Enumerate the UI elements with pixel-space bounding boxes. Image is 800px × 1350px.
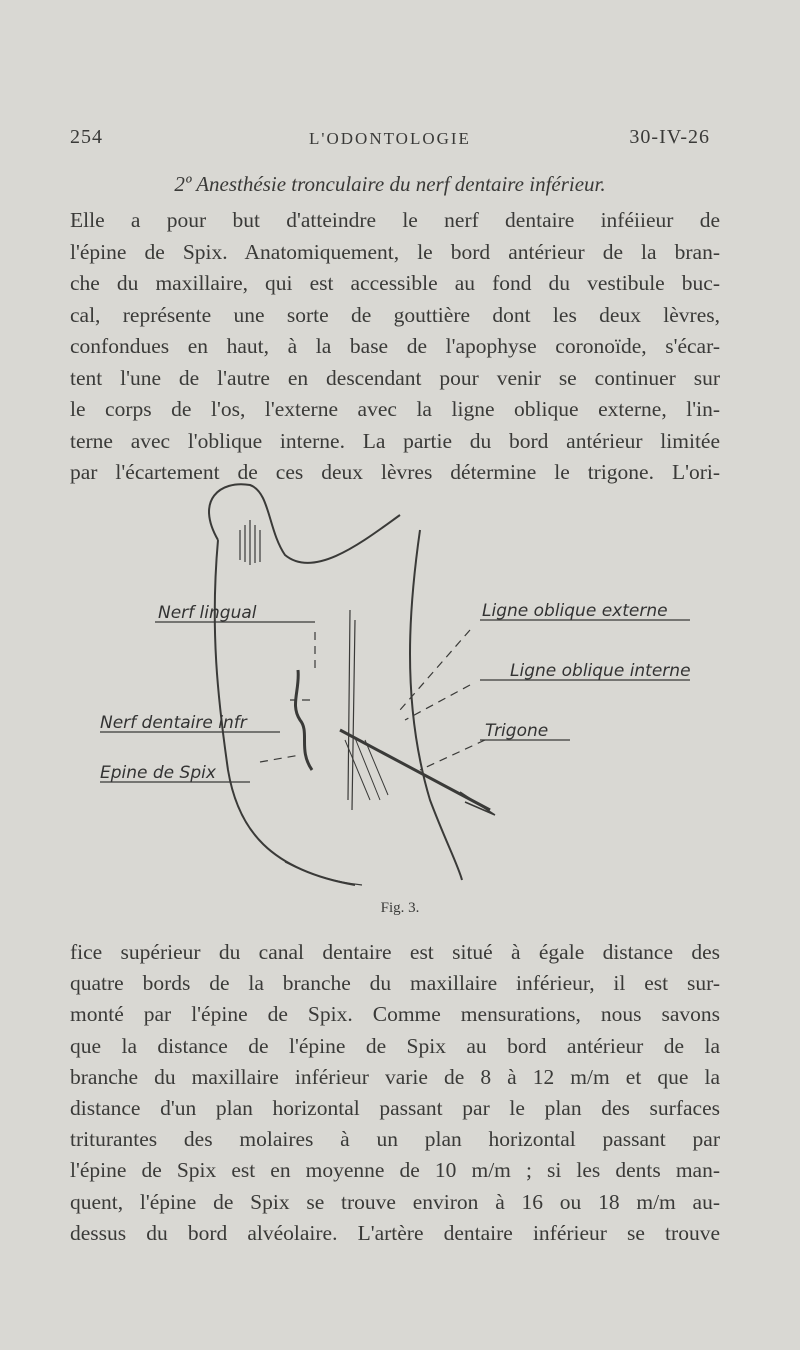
paragraph-2 bbox=[70, 937, 720, 1249]
text-line: tent l'une de l'autre en descendant pour venir se continuer sur bbox=[70, 365, 720, 390]
running-header bbox=[70, 126, 710, 154]
text-line: terne avec l'oblique interne. La partie du bord antérieur limitée bbox=[70, 428, 720, 453]
text-line: que la distance de l'épine de Spix au bord antérieur de la bbox=[70, 1033, 720, 1058]
anatomical-figure bbox=[100, 470, 720, 900]
label-nerf-dentaire: Nerf dentaire infr bbox=[100, 713, 247, 733]
text-line: l'épine de Spix. Anatomiquement, le bord antérieur de la bran- bbox=[70, 239, 720, 264]
text-line: fice supérieur du canal dentaire est situé à égale distance des bbox=[70, 940, 720, 964]
label-nerf-lingual: Nerf lingual bbox=[158, 603, 257, 623]
label-ligne-interne: Ligne oblique interne bbox=[510, 661, 691, 681]
text-line: dessus du bord alvéolaire. L'artère dentaire inférieur se trouve bbox=[70, 1220, 720, 1245]
figure-caption: Fig. 3. bbox=[380, 900, 420, 916]
mandible-ramus-drawing bbox=[100, 470, 720, 900]
text-line: triturantes des molaires à un plan horizontal passant par bbox=[70, 1127, 720, 1152]
label-epine-spix: Epine de Spix bbox=[100, 763, 216, 783]
text-line: l'épine de Spix est en moyenne de 10 m/m ; si les dents man- bbox=[70, 1158, 720, 1183]
text-line: cal, représente une sorte de gouttière dont les deux lèvres, bbox=[70, 302, 720, 327]
label-trigone: Trigone bbox=[485, 721, 549, 741]
section-title: 2º Anesthésie tronculaire du nerf dentaire inférieur. bbox=[174, 172, 606, 196]
text-line: quatre bords de la branche du maxillaire inférieur, il est sur- bbox=[70, 971, 720, 996]
page-number: 254 bbox=[70, 126, 103, 148]
text-line: distance d'un plan horizontal passant par le plan des surfaces bbox=[70, 1095, 720, 1120]
text-line: le corps de l'os, l'externe avec la ligne oblique externe, l'in- bbox=[70, 397, 720, 421]
text-line: quent, l'épine de Spix se trouve environ à 16 ou 18 m/m au- bbox=[70, 1189, 720, 1214]
text-line: confondues en haut, à la base de l'apophyse coronoïde, s'écar- bbox=[70, 334, 720, 358]
paragraph-1 bbox=[70, 205, 720, 489]
text-line: Elle a pour but d'atteindre le nerf dentaire inféiieur de bbox=[70, 208, 720, 232]
issue-date: 30-IV-26 bbox=[629, 126, 710, 148]
text-line: che du maxillaire, qui est accessible au fond du vestibule buc- bbox=[70, 271, 720, 295]
label-ligne-externe: Ligne oblique externe bbox=[482, 601, 668, 621]
text-line: par l'écartement de ces deux lèvres détermine le trigone. L'ori- bbox=[70, 460, 720, 484]
text-line: monté par l'épine de Spix. Comme mensurations, nous savons bbox=[70, 1002, 720, 1027]
text-line: branche du maxillaire inférieur varie de 8 à 12 m/m et que la bbox=[70, 1064, 720, 1089]
journal-title: L'ODONTOLOGIE bbox=[309, 129, 471, 148]
